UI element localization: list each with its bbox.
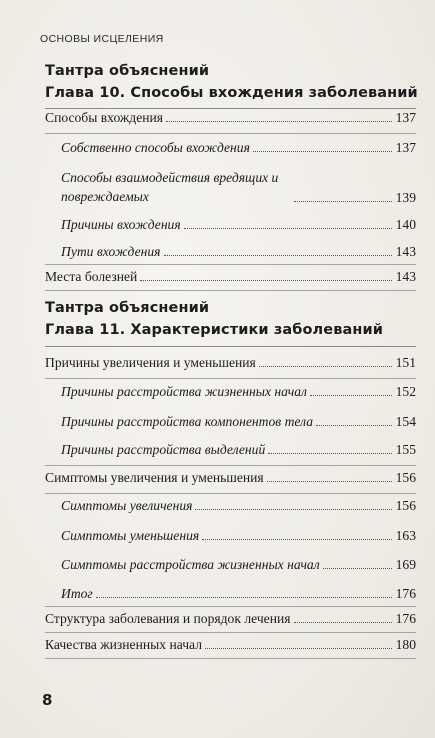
divider: [45, 133, 416, 134]
toc-entry[interactable]: Качества жизненных начал 180: [45, 637, 416, 652]
chapter-11-heading: [45, 297, 383, 341]
toc-entry[interactable]: Причины увеличения и уменьшения 151: [45, 355, 416, 370]
chapter-title: Глава 11. Характеристики заболеваний: [45, 322, 383, 338]
divider: [45, 606, 416, 607]
divider: [45, 346, 416, 347]
leader-dots: [202, 539, 391, 540]
divider: [45, 493, 416, 494]
leader-dots: [316, 425, 392, 426]
leader-dots: [253, 151, 392, 152]
toc-entry[interactable]: Причины расстройства компонентов тела 154: [61, 414, 416, 429]
toc-entry[interactable]: Причины расстройства жизненных начал 152: [61, 384, 416, 399]
page-number: 8: [42, 691, 53, 709]
toc-entry[interactable]: Способы вхождения 137: [45, 110, 416, 125]
chapter-title: Глава 10. Способы вхождения заболеваний: [45, 85, 418, 101]
leader-dots: [294, 201, 392, 202]
leader-dots: [310, 395, 392, 396]
toc-entry[interactable]: Симптомы уменьшения 163: [61, 528, 416, 543]
toc-entry[interactable]: Способы взаимодействия вредящих и повреждаемых 139: [61, 170, 416, 205]
running-head: ОСНОВЫ ИСЦЕЛЕНИЯ: [40, 33, 164, 45]
divider: [45, 658, 416, 659]
leader-dots: [294, 622, 392, 623]
leader-dots: [259, 366, 392, 367]
toc-entry[interactable]: Места болезней 143: [45, 269, 416, 284]
toc-entry[interactable]: Собственно способы вхождения 137: [61, 140, 416, 155]
chapter-10-heading: [45, 60, 418, 104]
toc-entry[interactable]: Причины вхождения 140: [61, 217, 416, 232]
part-title: Тантра объяснений: [45, 63, 210, 79]
divider: [45, 290, 416, 291]
toc-entry[interactable]: Пути вхождения 143: [61, 244, 416, 259]
leader-dots: [184, 228, 392, 229]
divider: [45, 378, 416, 379]
leader-dots: [268, 453, 391, 454]
toc-entry[interactable]: Итог 176: [61, 586, 416, 601]
divider: [45, 264, 416, 265]
leader-dots: [164, 255, 392, 256]
toc-entry[interactable]: Симптомы расстройства жизненных начал 169: [61, 557, 416, 572]
leader-dots: [323, 568, 392, 569]
divider: [45, 465, 416, 466]
part-title: Тантра объяснений: [45, 300, 210, 316]
toc-entry[interactable]: Структура заболевания и порядок лечения 176: [45, 611, 416, 626]
leader-dots: [267, 481, 392, 482]
divider: [45, 632, 416, 633]
toc-entry[interactable]: Симптомы увеличения и уменьшения 156: [45, 470, 416, 485]
toc-entry[interactable]: Причины расстройства выделений 155: [61, 442, 416, 457]
leader-dots: [205, 648, 392, 649]
leader-dots: [166, 121, 392, 122]
leader-dots: [140, 280, 391, 281]
leader-dots: [96, 597, 392, 598]
leader-dots: [195, 509, 391, 510]
toc-entry[interactable]: Симптомы увеличения 156: [61, 498, 416, 513]
